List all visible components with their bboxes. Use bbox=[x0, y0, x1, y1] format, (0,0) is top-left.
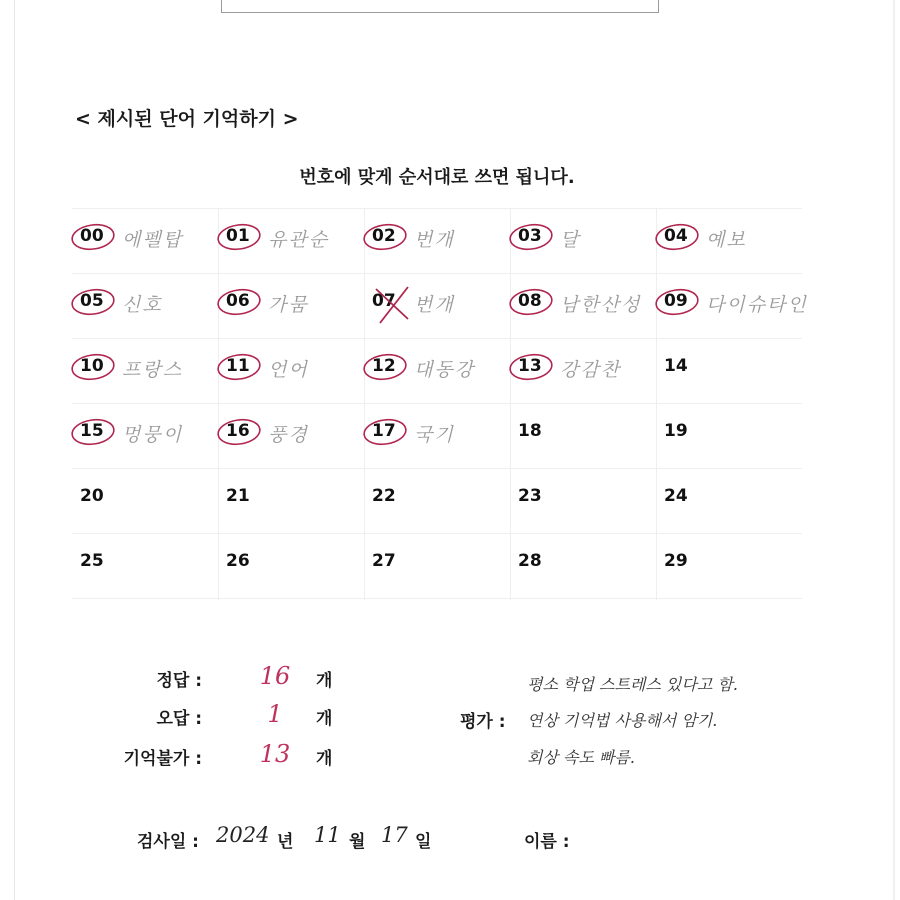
cell-number: 27 bbox=[372, 551, 396, 571]
page-edge-right bbox=[893, 0, 895, 900]
word-cell bbox=[510, 468, 656, 533]
cell-answer: 유관순 bbox=[268, 229, 330, 251]
cell-number: 21 bbox=[226, 486, 250, 506]
word-cell bbox=[364, 468, 510, 533]
test-date-label: 검사일 : bbox=[137, 832, 199, 852]
test-date-year: 2024 bbox=[216, 823, 270, 847]
month-unit: 월 bbox=[349, 832, 366, 852]
word-cell bbox=[72, 403, 218, 468]
word-cell bbox=[656, 208, 802, 273]
cell-number: 03 bbox=[518, 226, 542, 246]
cell-number: 29 bbox=[664, 551, 688, 571]
cell-answer: 번개 bbox=[414, 294, 455, 316]
cell-number: 20 bbox=[80, 486, 104, 506]
cell-number: 01 bbox=[226, 226, 250, 246]
wrong-value: 1 bbox=[267, 700, 283, 728]
cell-number: 25 bbox=[80, 551, 104, 571]
cell-number: 07 bbox=[372, 291, 396, 311]
unrecalled-unit: 개 bbox=[316, 749, 333, 769]
correct-value: 16 bbox=[259, 662, 291, 690]
name-label: 이름 : bbox=[524, 832, 570, 852]
cell-number: 08 bbox=[518, 291, 542, 311]
word-cell bbox=[656, 273, 808, 338]
grid-instruction: 번호에 맞게 순서대로 쓰면 됩니다. bbox=[299, 167, 575, 188]
word-cell bbox=[510, 208, 656, 273]
cell-number: 17 bbox=[372, 421, 396, 441]
test-date-day: 17 bbox=[381, 823, 408, 847]
word-cell bbox=[364, 208, 510, 273]
cell-answer: 예보 bbox=[706, 229, 747, 251]
cell-answer: 풍경 bbox=[268, 424, 309, 446]
cell-number: 04 bbox=[664, 226, 688, 246]
cell-answer: 번개 bbox=[414, 229, 455, 251]
word-cell bbox=[510, 273, 656, 338]
word-cell bbox=[218, 403, 364, 468]
correct-label: 정답 : bbox=[156, 671, 202, 691]
top-frame bbox=[221, 0, 659, 13]
cell-number: 18 bbox=[518, 421, 542, 441]
score-section bbox=[72, 656, 802, 774]
cell-answer: 달 bbox=[560, 229, 581, 251]
cell-answer: 멍뭉이 bbox=[122, 424, 184, 446]
unrecalled-label: 기억불가 : bbox=[123, 749, 202, 769]
test-date-month: 11 bbox=[314, 823, 341, 847]
cell-answer: 남한산성 bbox=[560, 294, 642, 316]
section-title: < 제시된 단어 기억하기 > bbox=[75, 108, 299, 130]
word-cell bbox=[72, 338, 218, 403]
word-cell bbox=[510, 533, 656, 598]
cell-number: 22 bbox=[372, 486, 396, 506]
word-cell bbox=[656, 468, 802, 533]
score-row-correct bbox=[72, 660, 442, 696]
word-cell bbox=[72, 273, 218, 338]
cell-number: 14 bbox=[664, 356, 688, 376]
word-cell bbox=[510, 338, 656, 403]
cell-number: 16 bbox=[226, 421, 250, 441]
cell-number: 05 bbox=[80, 291, 104, 311]
word-cell bbox=[656, 403, 802, 468]
cell-number: 00 bbox=[80, 226, 104, 246]
word-cell bbox=[72, 468, 218, 533]
word-cell bbox=[218, 468, 364, 533]
cell-number: 10 bbox=[80, 356, 104, 376]
word-cell bbox=[656, 338, 802, 403]
word-cell bbox=[218, 338, 364, 403]
word-cell bbox=[218, 533, 364, 598]
word-cell bbox=[218, 208, 364, 273]
wrong-unit: 개 bbox=[316, 709, 333, 729]
word-cell bbox=[72, 208, 218, 273]
cell-answer: 에펠탑 bbox=[122, 229, 184, 251]
cell-answer: 가뭄 bbox=[268, 294, 309, 316]
word-cell bbox=[218, 273, 364, 338]
cell-answer: 신호 bbox=[122, 294, 163, 316]
cell-answer: 언어 bbox=[268, 359, 309, 381]
correct-unit: 개 bbox=[316, 671, 333, 691]
cell-answer: 다이슈타인 bbox=[706, 294, 808, 316]
word-cell bbox=[364, 338, 510, 403]
score-row-wrong bbox=[72, 698, 442, 734]
word-memory-grid bbox=[72, 144, 808, 600]
cell-number: 15 bbox=[80, 421, 104, 441]
evaluation-line-1: 평소 학업 스트레스 있다고 함. bbox=[527, 675, 738, 694]
cell-answer: 프랑스 bbox=[122, 359, 184, 381]
cell-number: 19 bbox=[664, 421, 688, 441]
word-cell bbox=[72, 533, 218, 598]
cell-answer: 대동강 bbox=[414, 359, 476, 381]
cell-answer: 국기 bbox=[414, 424, 455, 446]
word-cell bbox=[364, 273, 510, 338]
cell-number: 02 bbox=[372, 226, 396, 246]
word-cell bbox=[656, 533, 802, 598]
wrong-label: 오답 : bbox=[156, 709, 202, 729]
cell-answer: 강감찬 bbox=[560, 359, 622, 381]
year-unit: 년 bbox=[277, 832, 294, 852]
cell-number: 12 bbox=[372, 356, 396, 376]
cell-number: 24 bbox=[664, 486, 688, 506]
score-row-unrecalled bbox=[72, 738, 442, 774]
evaluation-label: 평가 : bbox=[460, 712, 506, 732]
word-cell bbox=[510, 403, 656, 468]
unrecalled-value: 13 bbox=[259, 740, 291, 768]
cell-number: 06 bbox=[226, 291, 250, 311]
cell-number: 23 bbox=[518, 486, 542, 506]
cell-number: 11 bbox=[226, 356, 250, 376]
word-cell bbox=[364, 533, 510, 598]
evaluation-line-3: 회상 속도 빠름. bbox=[527, 748, 635, 767]
page-edge-left bbox=[14, 0, 15, 900]
cell-number: 09 bbox=[664, 291, 688, 311]
cell-number: 28 bbox=[518, 551, 542, 571]
day-unit: 일 bbox=[415, 832, 432, 852]
grid-row-line bbox=[72, 598, 802, 599]
evaluation-line-2: 연상 기억법 사용해서 암기. bbox=[527, 711, 718, 730]
cell-number: 26 bbox=[226, 551, 250, 571]
word-cell bbox=[364, 403, 510, 468]
cell-number: 13 bbox=[518, 356, 542, 376]
